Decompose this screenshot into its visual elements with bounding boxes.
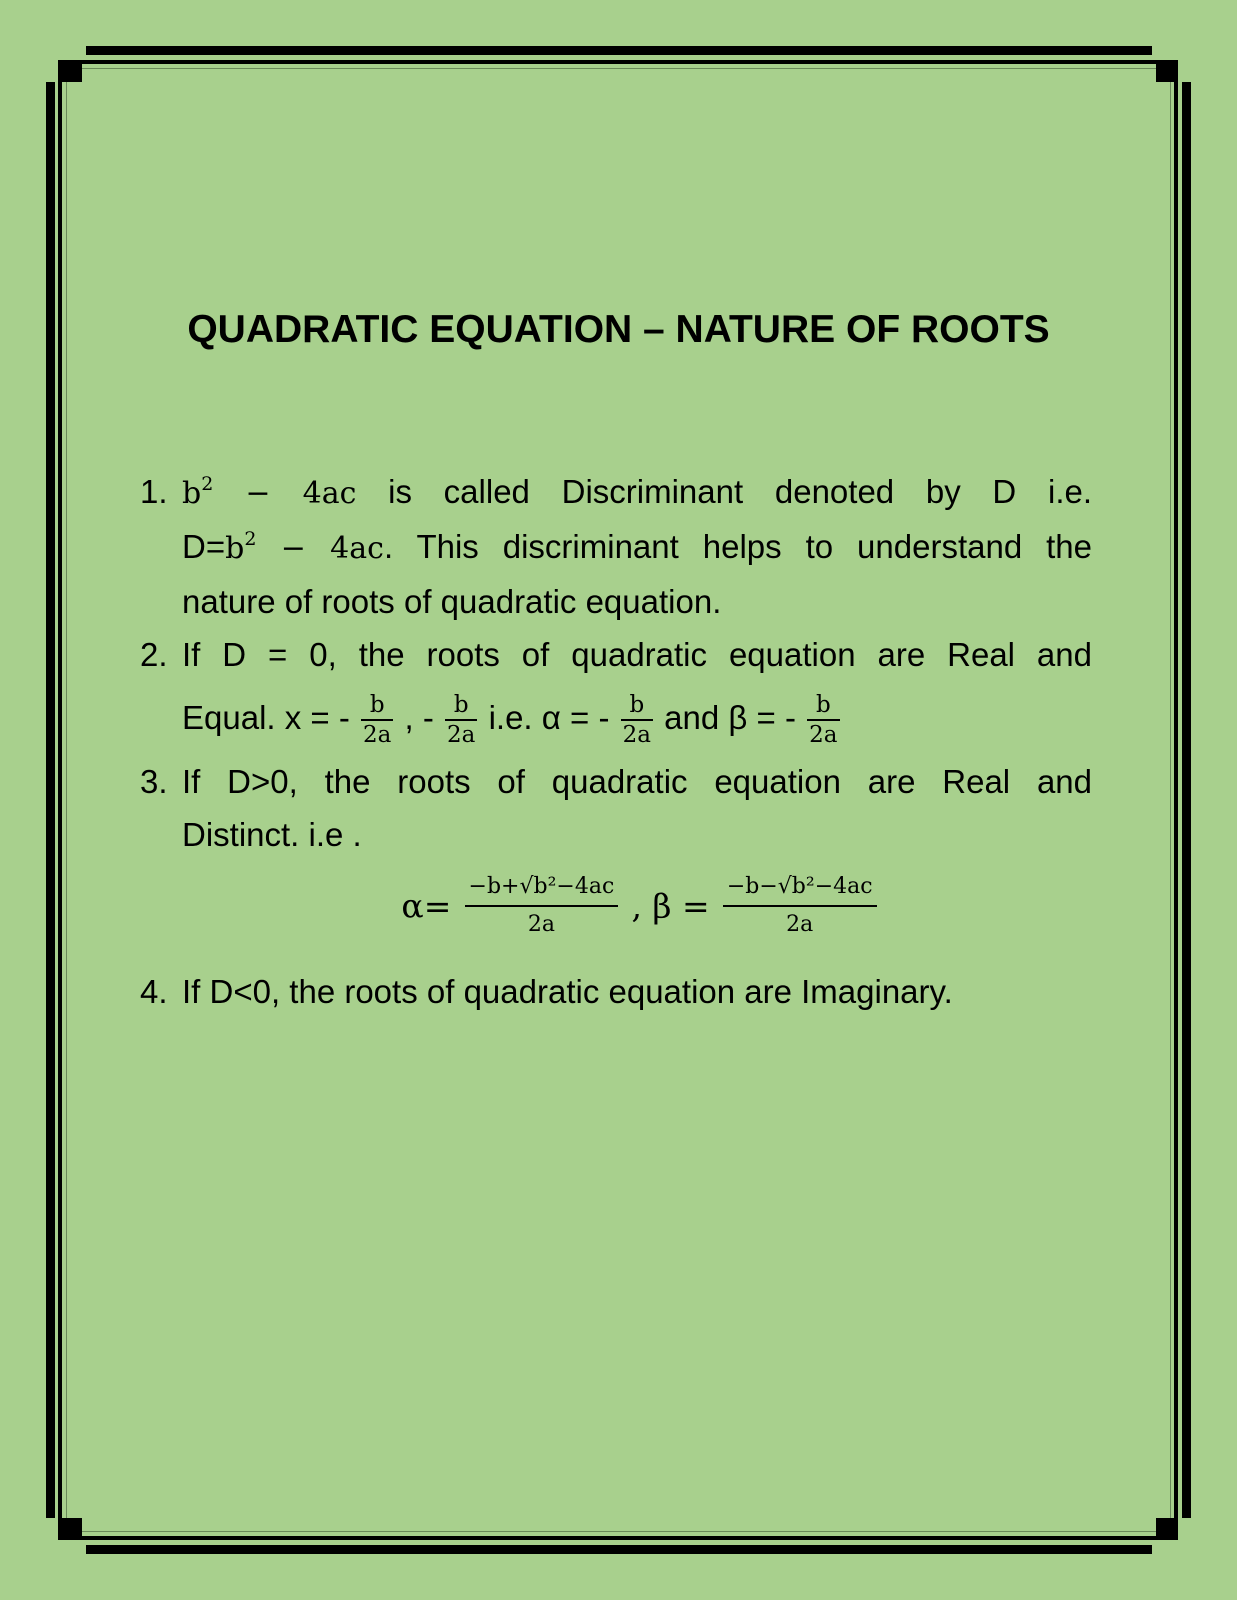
item-number: 2. (140, 636, 168, 673)
item-line: Equal. x = - $\frac{b}{2a}$ , - $\frac{b}{2a}$ i.e. α = - $\frac{b}{2a}$ and β = - $\frac{b}{2a}$ (182, 692, 838, 749)
item-line: If D<0, the roots of quadratic equation are Imaginary. (182, 973, 953, 1010)
beta-fraction: $\frac{\text{−b−√b²−4ac}}{2a}$ (723, 869, 877, 943)
item-number: 3. (140, 763, 168, 800)
page-title: QUADRATIC EQUATION – NATURE OF ROOTS (187, 308, 1050, 351)
beta-label: , β = (631, 886, 710, 926)
fraction: $\frac{b}{2a}$ (622, 692, 651, 749)
item-number: 1. (140, 473, 168, 510)
item-line: nature of roots of quadratic equation. (182, 583, 722, 620)
item-line: If D>0, the roots of quadratic equation are Real and (182, 763, 1092, 800)
item-line: Distinct. i.e . (182, 816, 362, 853)
list-item (140, 755, 1092, 861)
alpha-label: α= (401, 886, 452, 926)
item-line: If D = 0, the roots of quadratic equation are Real and (182, 636, 1092, 673)
math-expression: $b^2 - 4ac$ (182, 473, 357, 511)
roots-formula (190, 861, 1092, 965)
fraction: $\frac{b}{2a}$ (363, 692, 392, 749)
list-item (140, 965, 1092, 1018)
alpha-fraction: $\frac{\text{−b+√b²−4ac}}{2a}$ (465, 869, 619, 943)
item-line: $b^2 - 4ac$ is called Discriminant denoted by D i.e. (182, 473, 1093, 511)
fraction: $\frac{b}{2a}$ (809, 692, 838, 749)
list-item (140, 628, 1092, 755)
content-list (140, 465, 1092, 1018)
list-item (140, 465, 1092, 628)
fraction: $\frac{b}{2a}$ (447, 692, 476, 749)
item-line: $D=b^2 - 4ac$. This discriminant helps to understand the (182, 528, 1092, 566)
item-number: 4. (140, 973, 168, 1010)
